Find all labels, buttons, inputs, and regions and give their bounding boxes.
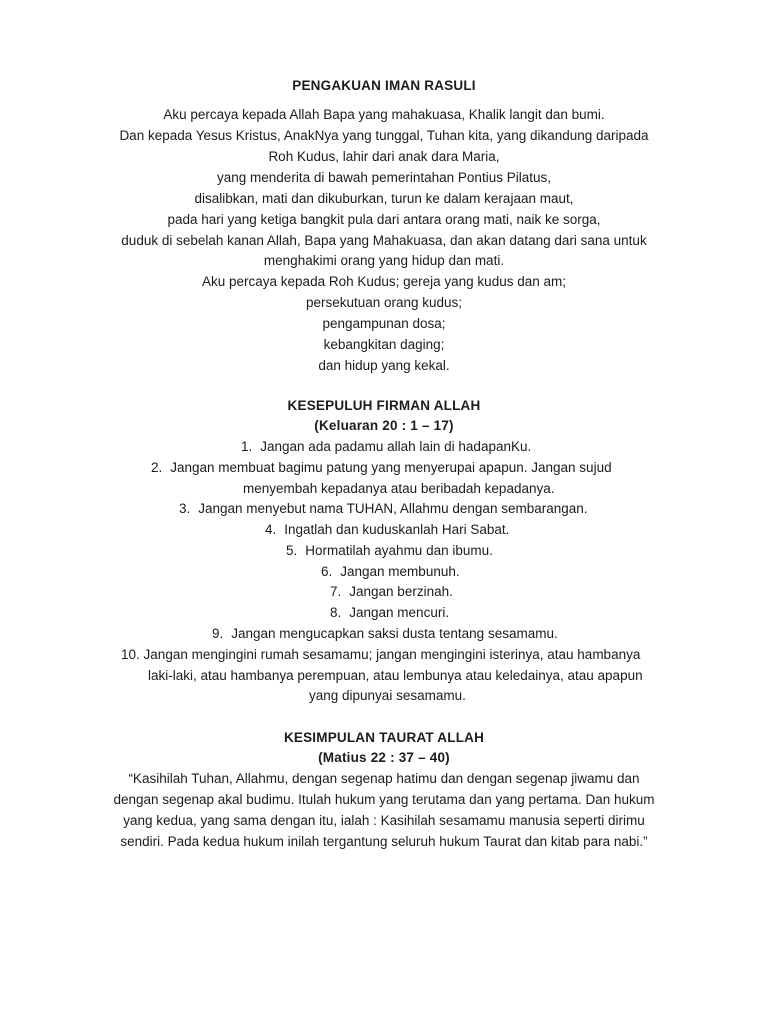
list-item: [121, 645, 640, 665]
creed-line: Aku percaya kepada Roh Kudus; gereja yang kudus dan am;: [202, 274, 566, 289]
creed-line: duduk di sebelah kanan Allah, Bapa yang Mahakuasa, dan akan datang dari sana untuk: [121, 233, 647, 248]
list-text: Jangan ada padamu allah lain di hadapanKu.: [260, 439, 532, 454]
creed-line: kebangkitan daging;: [323, 337, 445, 352]
list-item: [330, 603, 449, 623]
list-number: 1.: [241, 439, 253, 454]
list-text: Jangan mengingini rumah sesamamu; jangan mengingini isterinya, atau hambanya: [143, 647, 641, 662]
summary-line: sendiri. Pada kedua hukum inilah tergantung seluruh hukum Taurat dan kitab para nabi.”: [120, 834, 648, 849]
list-number: 2.: [151, 460, 163, 475]
list-text: Jangan berzinah.: [349, 584, 453, 599]
creed-line: disalibkan, mati dan dikuburkan, turun ke dalam kerajaan maut,: [194, 191, 574, 206]
list-item-continuation: laki-laki, atau hambanya perempuan, atau lembunya atau keledainya, atau apapun: [148, 668, 643, 683]
list-number: 6.: [321, 564, 333, 579]
list-item: [179, 499, 588, 519]
creed-line: Aku percaya kepada Allah Bapa yang mahakuasa, Khalik langit dan bumi.: [163, 107, 605, 122]
list-text: Hormatilah ayahmu dan ibumu.: [305, 543, 493, 558]
creed-line: dan hidup yang kekal.: [318, 358, 450, 373]
creed-line: pengampunan dosa;: [322, 316, 446, 331]
list-item: [321, 562, 460, 582]
list-item-continuation: menyembah kepadanya atau beribadah kepadanya.: [243, 481, 555, 496]
list-item: [330, 582, 453, 602]
creed-line: persekutuan orang kudus;: [305, 295, 463, 310]
creed-line: Roh Kudus, lahir dari anak dara Maria,: [268, 149, 500, 164]
summary-line: “Kasihilah Tuhan, Allahmu, dengan segenap hatimu dan dengan segenap jiwamu dan: [128, 771, 640, 786]
list-number: 4.: [265, 522, 277, 537]
list-text: Jangan menyebut nama TUHAN, Allahmu dengan sembarangan.: [198, 501, 588, 516]
list-item: [151, 458, 612, 478]
summary-title: KESIMPULAN TAURAT ALLAH: [283, 730, 485, 745]
list-number: 9.: [212, 626, 224, 641]
list-text: Jangan mencuri.: [349, 605, 450, 620]
list-item-continuation: yang dipunyai sesamamu.: [309, 688, 466, 703]
commandments-title: KESEPULUH FIRMAN ALLAH: [287, 398, 481, 413]
list-number: 8.: [330, 605, 342, 620]
creed-title: PENGAKUAN IMAN RASULI: [292, 78, 476, 93]
summary-line: dengan segenap akal budimu. Itulah hukum yang terutama dan yang pertama. Dan hukum: [113, 792, 655, 807]
list-number: 10.: [121, 647, 140, 662]
list-item: [212, 624, 558, 644]
list-text: Ingatlah dan kuduskanlah Hari Sabat.: [284, 522, 510, 537]
list-number: 7.: [330, 584, 342, 599]
list-item: [286, 541, 493, 561]
list-number: 5.: [286, 543, 298, 558]
list-text: Jangan membunuh.: [340, 564, 460, 579]
creed-line: Dan kepada Yesus Kristus, AnakNya yang tunggal, Tuhan kita, yang dikandung daripada: [119, 128, 649, 143]
list-item: [241, 437, 531, 457]
creed-line: menghakimi orang yang hidup dan mati.: [263, 253, 505, 268]
list-item: [265, 520, 509, 540]
creed-line: yang menderita di bawah pemerintahan Pontius Pilatus,: [217, 170, 551, 185]
summary-reference: (Matius 22 : 37 – 40): [318, 750, 450, 765]
creed-line: pada hari yang ketiga bangkit pula dari antara orang mati, naik ke sorga,: [167, 212, 601, 227]
list-text: Jangan mengucapkan saksi dusta tentang sesamamu.: [231, 626, 558, 641]
list-number: 3.: [179, 501, 191, 516]
list-text: Jangan membuat bagimu patung yang menyerupai apapun. Jangan sujud: [170, 460, 612, 475]
summary-line: yang kedua, yang sama dengan itu, ialah : Kasihilah sesamamu manusia seperti dirimu: [123, 813, 645, 828]
commandments-reference: (Keluaran 20 : 1 – 17): [314, 418, 454, 433]
